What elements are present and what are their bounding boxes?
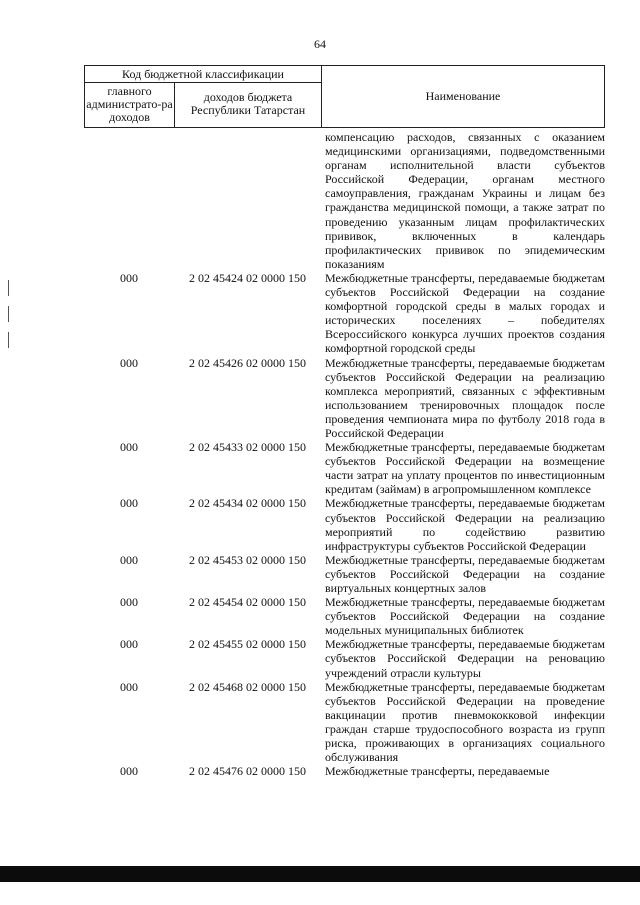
admin-cell: 000	[120, 270, 138, 285]
binding-marks	[8, 280, 10, 358]
code-cell: 2 02 45455 02 0000 150	[189, 637, 306, 652]
code-cell: 2 02 45434 02 0000 150	[189, 496, 306, 511]
table-row	[84, 595, 605, 637]
admin-cell: 000	[120, 552, 138, 567]
header-name: Наименование	[425, 89, 501, 103]
admin-cell: 000	[120, 440, 138, 455]
scan-edge-bar	[0, 866, 640, 882]
admin-cell: 000	[120, 496, 138, 511]
binding-mark	[8, 332, 9, 348]
table-row	[84, 553, 605, 595]
name-cell: Межбюджетные трансферты, передаваемые бюджетам субъектов Российской Федерации на возмещение части затрат на уплату процентов по инвестиционным кредитам (займам) в агропромышленном комплексе	[325, 440, 605, 497]
header-budget-revenues: доходов бюджета Республики Татарстан	[175, 83, 322, 128]
table-row-continuation	[84, 130, 605, 271]
name-cell: компенсацию расходов, связанных с оказанием медицинскими организациями, подведомственными органам исполнительной власти субъектов Российской Федерации, органам местного самоуправления, гражданам Украины и лицам без гражданства медицинской помощи, а также затрат по проведению указанным лицам профилактических прививок, включенных в календарь профилактических прививок по эпидемическим показаниям	[325, 130, 605, 271]
admin-cell	[84, 130, 174, 271]
code-cell: 2 02 45468 02 0000 150	[189, 679, 306, 694]
name-cell: Межбюджетные трансферты, передаваемые бюджетам субъектов Российской Федерации на реновацию учреждений отрасли культуры	[325, 637, 605, 680]
admin-cell: 000	[120, 595, 138, 610]
table-row	[84, 496, 605, 552]
binding-mark	[8, 280, 9, 296]
admin-cell: 000	[120, 637, 138, 652]
code-cell: 2 02 45433 02 0000 150	[189, 440, 306, 455]
name-cell: Межбюджетные трансферты, передаваемые бюджетам субъектов Российской Федерации на реализацию комплекса мероприятий, связанных с эффективным использованием тренировочных площадок после проведения чемпионата мира по футболу 2018 года в Российской Федерации	[325, 355, 605, 440]
admin-cell: 000	[120, 764, 138, 779]
name-cell: Межбюджетные трансферты, передаваемые бюджетам субъектов Российской Федерации на создание комфортной городской среды в малых городах и исторических поселениях – победителях Всероссийского конкурса лучших проектов создания комфортной городской среды	[325, 270, 605, 356]
table-body	[84, 130, 605, 778]
table-row	[84, 764, 605, 778]
code-cell: 2 02 45426 02 0000 150	[189, 355, 306, 370]
table-row	[84, 680, 605, 765]
name-cell: Межбюджетные трансферты, передаваемые	[325, 764, 550, 779]
page-number: 64	[314, 37, 326, 51]
binding-mark	[8, 306, 9, 322]
admin-cell: 000	[120, 679, 138, 694]
name-cell: Межбюджетные трансферты, передаваемые бюджетам субъектов Российской Федерации на проведение вакцинации против пневмококковой инфекции граждан старше трудоспособного возраста из групп риска, проживающих в организациях социального обслуживания	[325, 679, 605, 765]
table-row	[84, 356, 605, 441]
admin-cell: 000	[120, 355, 138, 370]
table-row	[84, 637, 605, 679]
code-cell: 2 02 45453 02 0000 150	[189, 552, 306, 567]
code-cell	[174, 130, 321, 271]
name-cell: Межбюджетные трансферты, передаваемые бюджетам субъектов Российской Федерации на создание модельных муниципальных библиотек	[325, 595, 605, 638]
table-header	[84, 65, 605, 128]
table-row	[84, 271, 605, 356]
name-cell: Межбюджетные трансферты, передаваемые бюджетам субъектов Российской Федерации на реализацию мероприятий по содействию развитию инфраструктуры субъектов Российской Федерации	[325, 496, 605, 553]
header-chief-administrator: главного администрато-ра доходов	[85, 83, 175, 128]
code-cell: 2 02 45454 02 0000 150	[189, 595, 306, 610]
name-cell: Межбюджетные трансферты, передаваемые бюджетам субъектов Российской Федерации на создание виртуальных концертных залов	[325, 552, 605, 595]
header-budget-classification-code: Код бюджетной классификации	[85, 66, 322, 83]
table-row	[84, 440, 605, 496]
code-cell: 2 02 45424 02 0000 150	[189, 270, 306, 285]
code-cell: 2 02 45476 02 0000 150	[189, 764, 306, 779]
